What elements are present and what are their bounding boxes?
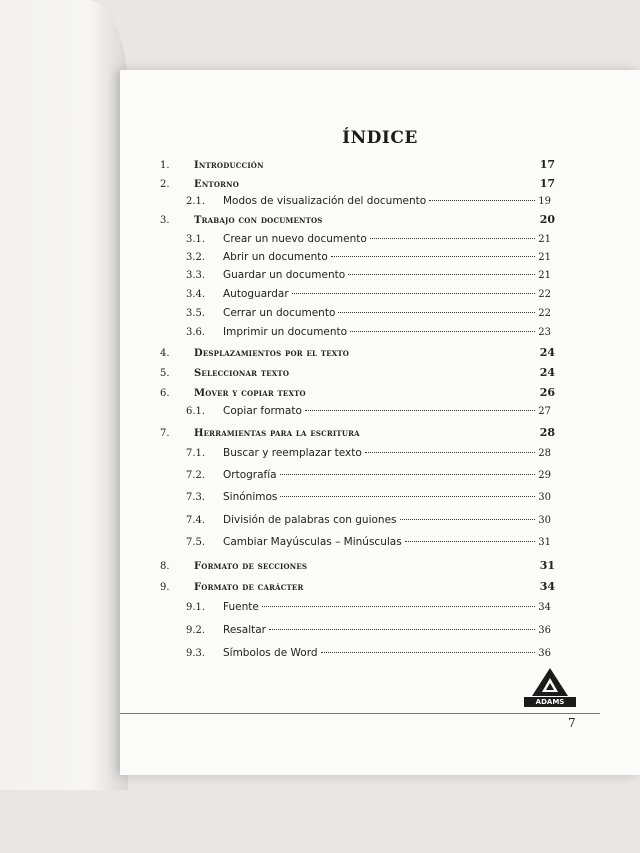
page-number: 7	[568, 716, 576, 730]
toc-page-number: 30	[538, 492, 551, 503]
toc-page-number: 23	[538, 327, 551, 338]
toc-page-number: 31	[538, 537, 551, 548]
toc-number: 7.3.	[186, 492, 206, 503]
toc-subsection	[186, 233, 551, 251]
toc-page-number: 17	[539, 158, 555, 171]
toc-page-number: 28	[538, 448, 551, 459]
toc-chapter	[160, 426, 555, 444]
toc-page-number: 22	[538, 308, 551, 319]
toc-chapter	[160, 213, 555, 231]
dot-leader	[348, 274, 535, 275]
toc-chapter	[160, 177, 555, 195]
toc-page-number: 36	[538, 625, 551, 636]
toc-title: Desplazamientos por el texto	[194, 348, 350, 359]
toc-title: Modos de visualización del documento	[223, 195, 427, 207]
toc-title: Autoguardar	[223, 288, 289, 300]
page-title: ÍNDICE	[342, 128, 418, 148]
dot-leader	[305, 410, 535, 411]
toc-title: Resaltar	[223, 624, 266, 636]
toc-chapter	[160, 366, 555, 384]
dot-leader	[331, 256, 535, 257]
dot-leader	[292, 293, 536, 294]
toc-number: 9.1.	[186, 602, 206, 613]
toc-number: 7.4.	[186, 515, 206, 526]
toc-title: Formato de carácter	[194, 582, 304, 593]
left-page-edge	[0, 0, 128, 790]
toc-chapter	[160, 346, 555, 364]
toc-page-number: 24	[539, 346, 555, 359]
dot-leader	[365, 452, 536, 453]
toc-page-number: 28	[539, 426, 555, 439]
book-page	[120, 70, 640, 775]
toc-title: Seleccionar texto	[194, 368, 290, 379]
toc-subsection	[186, 326, 551, 344]
toc-page-number: 34	[538, 602, 551, 613]
toc-page-number: 19	[538, 196, 551, 207]
toc-chapter	[160, 559, 555, 577]
publisher-logo-icon	[520, 666, 580, 716]
toc-title: División de palabras con guiones	[223, 514, 397, 526]
toc-number: 9.3.	[186, 648, 206, 659]
toc-title: Imprimir un documento	[223, 326, 348, 338]
toc-page-number: 31	[539, 559, 555, 572]
dot-leader	[280, 474, 536, 475]
toc-subsection	[186, 405, 551, 423]
toc-title: Fuente	[223, 601, 259, 613]
toc-number: 6.1.	[186, 406, 206, 417]
toc-page-number: 27	[538, 406, 551, 417]
dot-leader	[321, 652, 536, 653]
toc-title: Crear un nuevo documento	[223, 233, 367, 245]
toc-subsection	[186, 195, 551, 213]
toc-page-number: 21	[538, 234, 551, 245]
toc-title: Cerrar un documento	[223, 307, 336, 319]
toc-subsection	[186, 447, 551, 465]
toc-number: 9.	[160, 582, 170, 593]
toc-number: 5.	[160, 368, 170, 379]
toc-page-number: 21	[538, 270, 551, 281]
toc-page-number: 17	[539, 177, 555, 190]
toc-number: 3.4.	[186, 289, 206, 300]
dot-leader	[405, 541, 536, 542]
toc-page-number: 20	[539, 213, 555, 226]
toc-number: 8.	[160, 561, 170, 572]
footer-rule	[120, 713, 600, 714]
toc-title: Entorno	[194, 179, 240, 190]
publisher-logo-text: ADAMS	[524, 697, 576, 707]
toc-title: Formato de secciones	[194, 561, 308, 572]
toc-number: 7.1.	[186, 448, 206, 459]
toc-subsection	[186, 307, 551, 325]
toc-title: Cambiar Mayúsculas – Minúsculas	[223, 536, 402, 548]
toc-number: 7.	[160, 428, 170, 439]
dot-leader	[280, 496, 535, 497]
toc-subsection	[186, 491, 551, 509]
toc-number: 6.	[160, 388, 170, 399]
toc-number: 4.	[160, 348, 170, 359]
toc-title: Símbolos de Word	[223, 647, 318, 659]
toc-title: Trabajo con documentos	[194, 215, 323, 226]
toc-title: Herramientas para la escritura	[194, 428, 360, 439]
toc-number: 7.5.	[186, 537, 206, 548]
toc-title: Sinónimos	[223, 491, 278, 503]
toc-number: 7.2.	[186, 470, 206, 481]
toc-page-number: 36	[538, 648, 551, 659]
dot-leader	[338, 312, 535, 313]
toc-subsection	[186, 288, 551, 306]
toc-title: Ortografía	[223, 469, 277, 481]
toc-number: 2.1.	[186, 196, 206, 207]
toc-subsection	[186, 536, 551, 554]
toc-title: Abrir un documento	[223, 251, 328, 263]
toc-title: Introducción	[194, 160, 264, 171]
toc-page-number: 24	[539, 366, 555, 379]
toc-number: 9.2.	[186, 625, 206, 636]
toc-chapter	[160, 580, 555, 598]
toc-number: 3.5.	[186, 308, 206, 319]
toc-subsection	[186, 251, 551, 269]
toc-title: Guardar un documento	[223, 269, 346, 281]
toc-number: 1.	[160, 160, 170, 171]
dot-leader	[429, 200, 535, 201]
toc-subsection	[186, 269, 551, 287]
toc-number: 3.	[160, 215, 170, 226]
dot-leader	[400, 519, 536, 520]
toc-page-number: 29	[538, 470, 551, 481]
toc-subsection	[186, 601, 551, 619]
toc-chapter	[160, 386, 555, 404]
toc-number: 3.3.	[186, 270, 206, 281]
toc-subsection	[186, 514, 551, 532]
toc-number: 3.2.	[186, 252, 206, 263]
toc-title: Buscar y reemplazar texto	[223, 447, 362, 459]
toc-page-number: 30	[538, 515, 551, 526]
toc-subsection	[186, 469, 551, 487]
toc-title: Mover y copiar texto	[194, 388, 306, 399]
toc-subsection	[186, 624, 551, 642]
toc-number: 2.	[160, 179, 170, 190]
toc-subsection	[186, 647, 551, 665]
toc-page-number: 26	[539, 386, 555, 399]
toc-number: 3.6.	[186, 327, 206, 338]
toc-number: 3.1.	[186, 234, 206, 245]
dot-leader	[269, 629, 535, 630]
dot-leader	[350, 331, 535, 332]
toc-page-number: 22	[538, 289, 551, 300]
dot-leader	[370, 238, 536, 239]
toc-page-number: 34	[539, 580, 555, 593]
dot-leader	[262, 606, 535, 607]
toc-chapter	[160, 158, 555, 176]
toc-title: Copiar formato	[223, 405, 302, 417]
toc-page-number: 21	[538, 252, 551, 263]
